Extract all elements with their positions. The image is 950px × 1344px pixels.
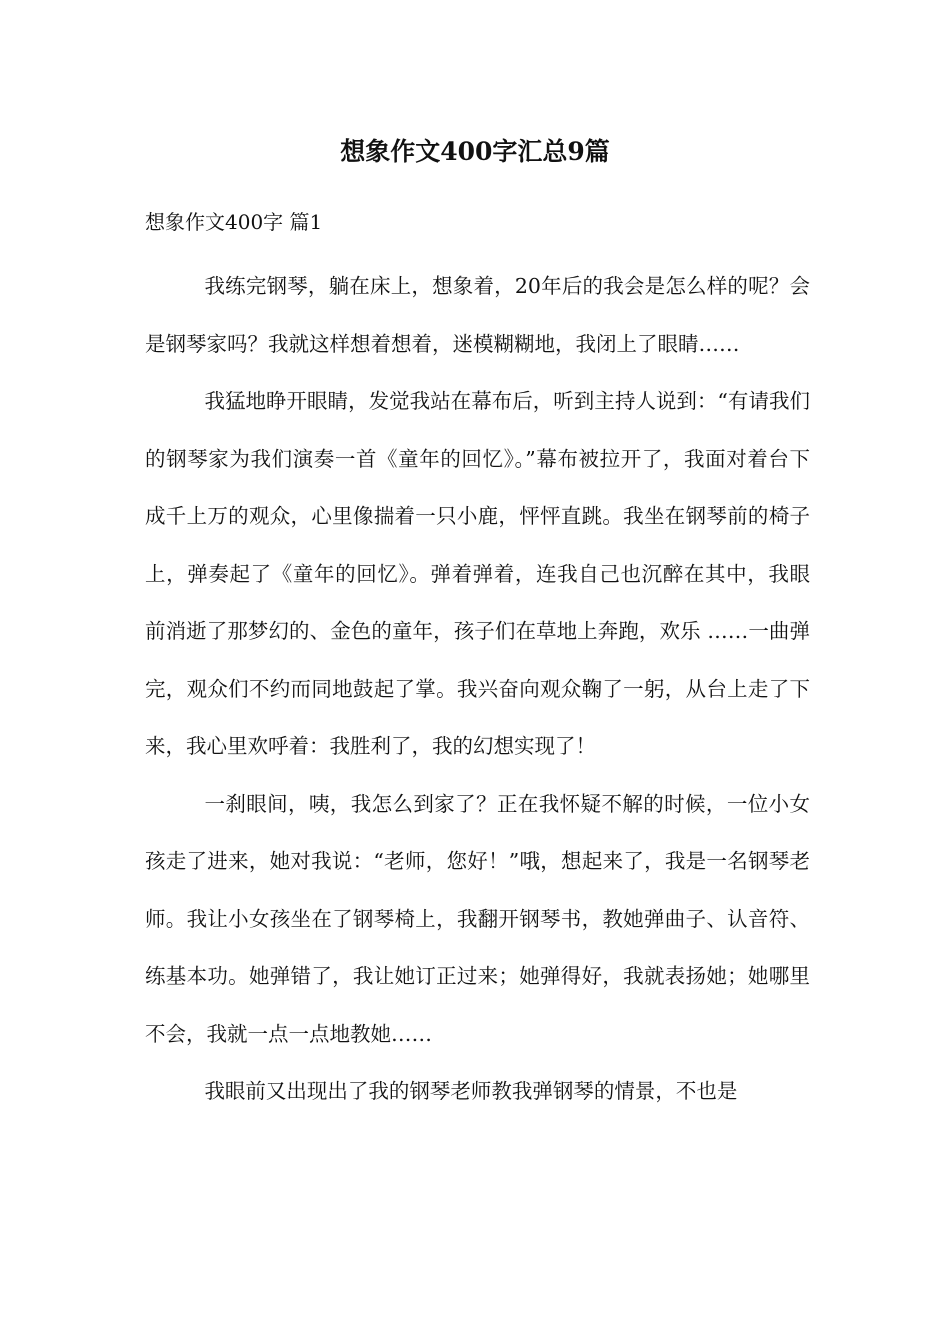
- paragraph-2: 我猛地睁开眼睛，发觉我站在幕布后，听到主持人说到：“有请我们的钢琴家为我们演奏一首《童年的回忆》。”幕布被拉开了，我面对着台下成千上万的观众，心里像揣着一只小鹿，怦怦直跳。我坐在钢琴前的椅子上，弹奏起了《童年的回忆》。弹着弹着，连我自己也沉醉在其中，我眼前消逝了那梦幻的、金色的童年，孩子们在草地上奔跑，欢乐 ……一曲弹完，观众们不约而同地鼓起了掌。我兴奋向观众鞠了一躬，从台上走了下来，我心里欢呼着：我胜利了，我的幻想实现了！: [145, 389, 810, 758]
- paragraph-4: 我眼前又出现出了我的钢琴老师教我弹钢琴的情景，不也是: [204, 1079, 738, 1103]
- document-title: 想象作文400字汇总9篇: [340, 137, 610, 166]
- paragraph-1: 我练完钢琴，躺在床上，想象着，20年后的我会是怎么样的呢？会是钢琴家吗？我就这样想着想着，迷模糊糊地，我闭上了眼睛……: [145, 274, 810, 356]
- section-heading: 想象作文400字 篇1: [145, 210, 323, 234]
- paragraph-3: 一刹眼间，咦，我怎么到家了？正在我怀疑不解的时候，一位小女孩走了进来，她对我说：“老师，您好！”哦，想起来了，我是一名钢琴老师。我让小女孩坐在了钢琴椅上，我翻开钢琴书，教她弹曲子、认音符、练基本功。她弹错了，我让她订正过来；她弹得好，我就表扬她；她哪里不会，我就一点一点地教她……: [145, 791, 810, 1046]
- body-text: [145, 258, 810, 1121]
